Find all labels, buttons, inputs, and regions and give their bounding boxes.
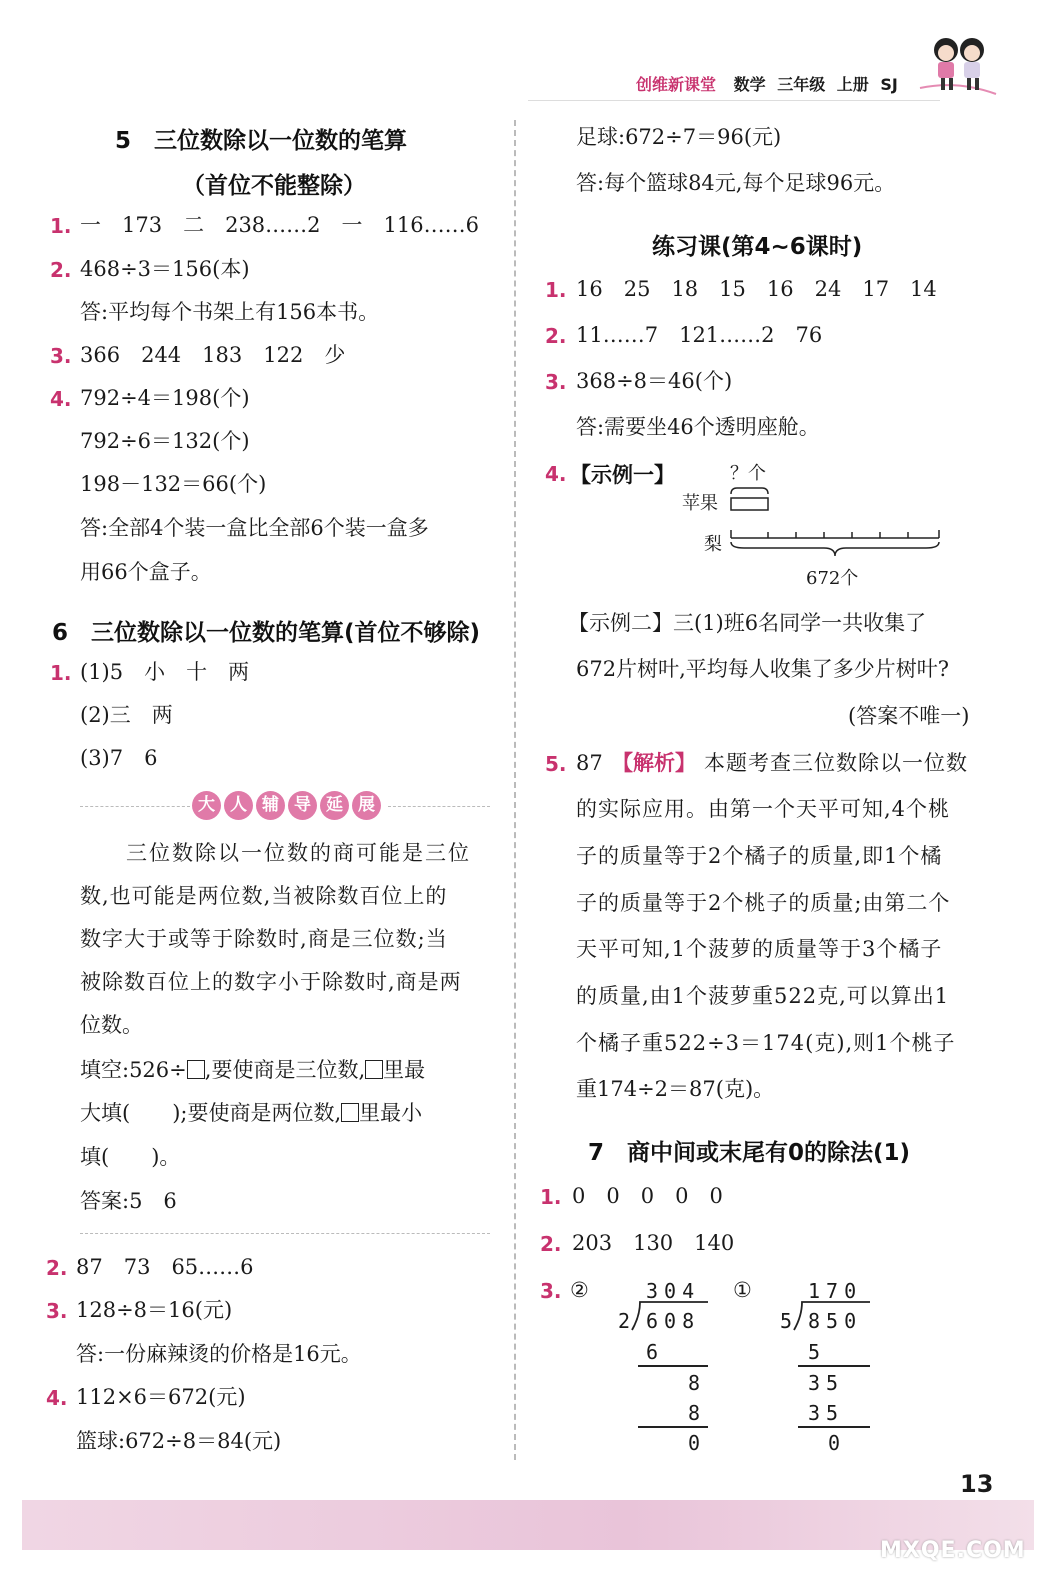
div2-remainder: 0 xyxy=(828,1431,847,1455)
example2-line2: 672片树叶,平均每人收集了多少片树叶? xyxy=(576,657,950,681)
fill-text: 填空:526÷ xyxy=(80,1058,187,1082)
fill-text: ,要使商是三位数, xyxy=(204,1058,366,1082)
header-brand: 创维新课堂 xyxy=(636,75,717,94)
blank-box-icon xyxy=(187,1060,205,1079)
s6-q1-line2: (2)三 两 xyxy=(80,703,173,727)
ext-dash-right xyxy=(388,806,490,807)
q-number: 3. xyxy=(540,1279,562,1303)
div2-quotient: 170 xyxy=(808,1279,863,1303)
s5-q2-answer: 答:平均每个书架上有156本书。 xyxy=(80,300,380,324)
fill-text: 里最 xyxy=(383,1058,426,1082)
s6-q1-line3: (3)7 6 xyxy=(80,746,158,770)
ext-line1: 三位数除以一位数的商可能是三位 xyxy=(126,841,471,865)
ext-char: 延 xyxy=(320,791,349,820)
page-number: 13 xyxy=(960,1470,994,1498)
div2-row1: 5 xyxy=(808,1340,827,1364)
p-q5-line1: 本题考查三位数除以一位数 xyxy=(704,751,968,775)
p-q5-answer: 87 xyxy=(576,751,603,775)
p-q1-answer: 16 25 18 15 16 24 17 14 xyxy=(576,277,937,301)
column-separator xyxy=(514,120,516,1460)
ext-dash-bottom xyxy=(80,1233,490,1234)
fill-line3: 填( )。 xyxy=(80,1145,181,1169)
section6-title: 6 三位数除以一位数的笔算(首位不够除) xyxy=(52,620,481,646)
div1-remainder: 0 xyxy=(688,1431,707,1455)
s6-q3-answer: 答:一份麻辣烫的价格是16元。 xyxy=(76,1342,362,1366)
s5-q1-answer: 一 173 二 238……2 一 116……6 xyxy=(80,213,479,237)
example2-note: (答案不唯一) xyxy=(848,704,970,728)
div2-row3: 35 xyxy=(808,1401,845,1425)
div1-row1: 6 xyxy=(646,1340,665,1364)
s7-q3-mark1: ② xyxy=(570,1278,589,1302)
s5-q4-line4: 答:全部4个装一盒比全部6个装一盒多 xyxy=(80,516,429,540)
s7-q3-mark2: ① xyxy=(733,1278,752,1302)
watermark: MXQE.COM xyxy=(880,1538,1026,1563)
q-number: 3. xyxy=(545,370,567,394)
practice-title: 练习课(第4~6课时) xyxy=(652,234,863,260)
s6-q3-calc: 128÷8＝16(元) xyxy=(76,1298,233,1322)
s6-q4-line1: 112×6＝672(元) xyxy=(76,1385,246,1409)
p-q5-tag: 【解析】 xyxy=(612,750,696,775)
section7-title: 7 商中间或末尾有0的除法(1) xyxy=(588,1140,911,1166)
q-number: 2. xyxy=(540,1232,562,1256)
s5-q3-answer: 366 244 183 122 少 xyxy=(80,343,346,367)
p-q2-answer: 11……7 121……2 76 xyxy=(576,323,823,347)
bar-model-diagram xyxy=(724,484,948,566)
p-q3-answer: 答:需要坐46个透明座舱。 xyxy=(576,415,820,439)
diagram-pear-label: 梨 xyxy=(704,534,722,555)
p-q3-calc: 368÷8＝46(个) xyxy=(576,369,733,393)
q-number: 4. xyxy=(50,387,72,411)
s6-q1-line1: (1)5 小 十 两 xyxy=(80,660,250,684)
diagram-question: ？个 xyxy=(730,463,766,484)
ext-dash-left xyxy=(80,806,190,807)
q-number: 2. xyxy=(50,258,72,282)
p-q5-line7: 个橘子重522÷3＝174(克),则1个桃子 xyxy=(576,1031,956,1055)
q-number: 2. xyxy=(46,1256,68,1280)
div1-divisor: 2 xyxy=(618,1309,637,1333)
header-grade: 三年级 xyxy=(777,75,826,94)
header-edition: SJ xyxy=(880,75,898,94)
r-football: 足球:672÷7＝96(元) xyxy=(576,125,782,149)
fill-line1 xyxy=(80,1057,425,1083)
example2-line1 xyxy=(568,610,926,636)
ext-line4: 被除数百位上的数字小于除数时,商是两 xyxy=(80,970,462,994)
blank-box-icon xyxy=(341,1103,359,1122)
div1-row3: 8 xyxy=(688,1401,707,1425)
q-number: 3. xyxy=(50,344,72,368)
ext-char: 导 xyxy=(288,791,317,820)
p-q5-line3: 子的质量等于2个橘子的质量,即1个橘 xyxy=(576,844,943,868)
q-number: 1. xyxy=(50,661,72,685)
div2-dividend: 850 xyxy=(808,1309,863,1333)
q-number: 4. xyxy=(46,1386,68,1410)
s7-q1-answer: 0 0 0 0 0 xyxy=(572,1184,723,1208)
header xyxy=(636,72,898,95)
fill-answer: 答案:5 6 xyxy=(80,1189,177,1213)
q-number: 1. xyxy=(50,214,72,238)
header-subject: 数学 xyxy=(733,75,766,94)
r-answer: 答:每个篮球84元,每个足球96元。 xyxy=(576,171,896,195)
q-number: 3. xyxy=(46,1299,68,1323)
s5-q2-calc: 468÷3＝156(本) xyxy=(80,257,250,281)
ext-line2: 数,也可能是两位数,当被除数百位上的 xyxy=(80,884,448,908)
example1-label: 【示例一】 xyxy=(570,463,675,487)
div2-line xyxy=(798,1365,870,1367)
div2-divisor: 5 xyxy=(780,1309,799,1333)
example2-text: 【示例二】三(1)班6名同学一共收集了 xyxy=(568,611,927,635)
div1-line xyxy=(638,1365,708,1367)
kids-mascot-icon xyxy=(918,28,998,100)
ext-banner xyxy=(192,791,384,820)
q-number: 4. xyxy=(545,462,567,486)
s6-q4-line2: 篮球:672÷8＝84(元) xyxy=(76,1429,282,1453)
s5-q4-line5: 用66个盒子。 xyxy=(80,560,212,584)
diagram-apple-label: 苹果 xyxy=(682,493,718,514)
q-number: 2. xyxy=(545,324,567,348)
s5-q4-line1: 792÷4＝198(个) xyxy=(80,386,250,410)
s7-q2-answer: 203 130 140 xyxy=(572,1231,735,1255)
ext-char: 人 xyxy=(224,791,253,820)
p-q5-line4: 子的质量等于2个桃子的质量;由第二个 xyxy=(576,891,951,915)
header-term: 上册 xyxy=(836,75,869,94)
div1-quotient: 304 xyxy=(646,1279,701,1303)
div2-row2: 35 xyxy=(808,1371,845,1395)
fill-text: 大填( );要使商是两位数, xyxy=(80,1101,342,1125)
q-number: 1. xyxy=(540,1185,562,1209)
ext-line5: 位数。 xyxy=(80,1013,143,1037)
div1-row2: 8 xyxy=(688,1371,707,1395)
div2-line xyxy=(798,1426,870,1428)
section5-subtitle: （首位不能整除） xyxy=(182,173,366,199)
ext-char: 大 xyxy=(192,791,221,820)
p-q5-line5: 天平可知,1个菠萝的质量等于3个橘子 xyxy=(576,937,943,961)
q-number: 5. xyxy=(545,752,567,776)
ext-char: 展 xyxy=(352,791,381,820)
s6-q2-answer: 87 73 65……6 xyxy=(76,1255,254,1279)
p-q5-line2: 的实际应用。由第一个天平可知,4个桃 xyxy=(576,797,951,821)
fill-line2 xyxy=(80,1100,422,1126)
div1-line xyxy=(638,1426,708,1428)
s5-q4-line2: 792÷6＝132(个) xyxy=(80,429,250,453)
ext-char: 辅 xyxy=(256,791,285,820)
blank-box-icon xyxy=(365,1060,383,1079)
diagram-total-label: 672个 xyxy=(806,568,859,589)
fill-text: 里最小 xyxy=(359,1101,423,1125)
p-q5-line6: 的质量,由1个菠萝重522克,可以算出1 xyxy=(576,984,950,1008)
q-number: 1. xyxy=(545,278,567,302)
p-q5-line8: 重174÷2＝87(克)。 xyxy=(576,1077,775,1101)
section5-title: 5 三位数除以一位数的笔算 xyxy=(115,128,408,154)
ext-line3: 数字大于或等于除数时,商是三位数;当 xyxy=(80,927,448,951)
div1-dividend: 608 xyxy=(646,1309,701,1333)
s5-q4-line3: 198－132＝66(个) xyxy=(80,472,267,496)
